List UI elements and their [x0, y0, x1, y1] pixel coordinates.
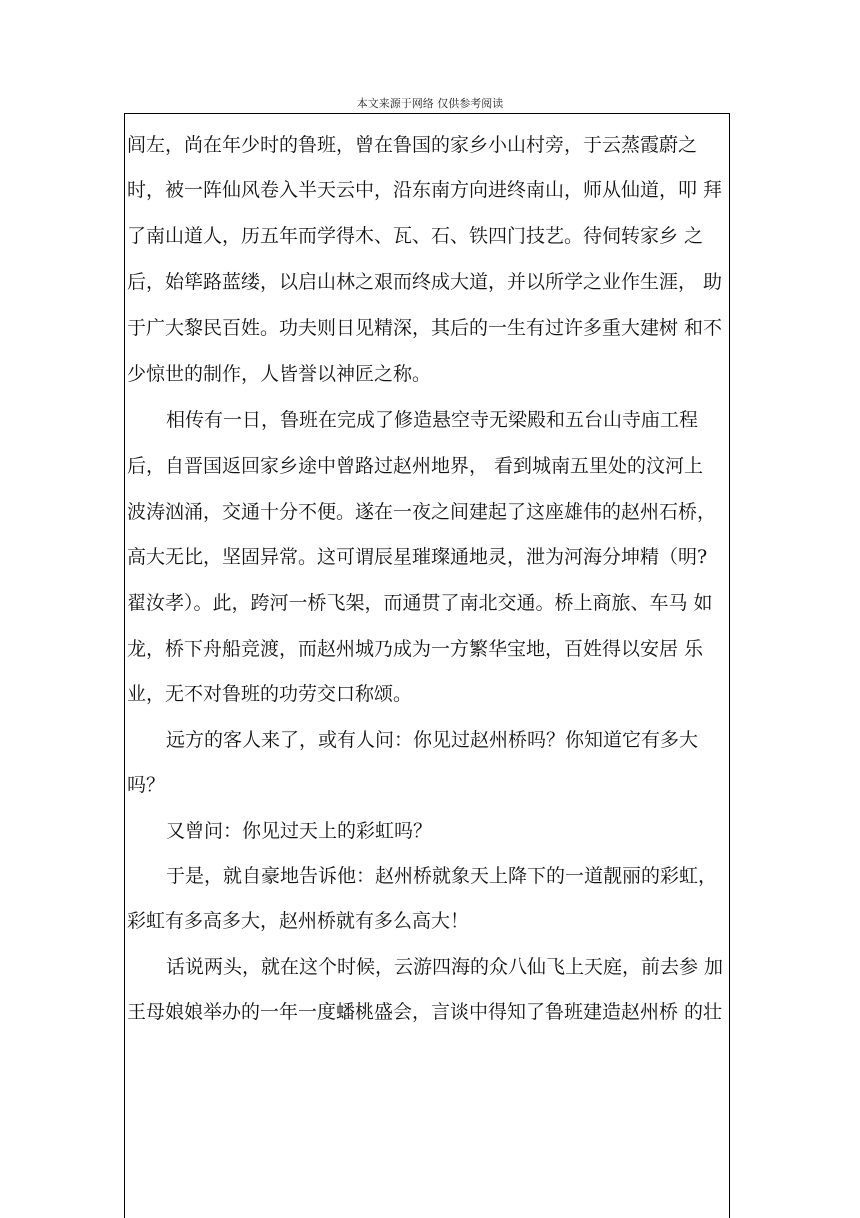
text-line: 高大无比，坚固异常。这可谓辰星璀璨通地灵，泄为河海分坤精（明?: [127, 546, 708, 568]
text-line: 彩虹有多高多大，赵州桥就有多么高大！: [127, 910, 470, 932]
text-line: 后，始筚路蓝缕，以启山林之艰而终成大道，并以所学之业作生涯， 助: [127, 271, 723, 293]
text-line: 远方的客人来了，或有人问：你见过赵州桥吗？你知道它有多大: [166, 729, 699, 751]
text-line: 时，被一阵仙风卷入半天云中，沿东南方向进终南山，师从仙道，叩 拜: [127, 179, 723, 201]
text-line: 吗？: [127, 774, 166, 796]
text-line: 于广大黎民百姓。功夫则日见精深，其后的一生有过许多重大建树 和不: [127, 317, 723, 339]
text-line: 龙，桥下舟船竞渡，而赵州城乃成为一方繁华宝地，百姓得以安居 乐: [127, 638, 704, 660]
text-line: 少惊世的制作，人皆誉以神匠之称。: [127, 363, 432, 385]
text-line: 闾左，尚在年少时的鲁班，曾在鲁国的家乡小山村旁，于云蒸霞蔚之: [127, 134, 698, 156]
text-line: 相传有一日，鲁班在完成了修造悬空寺无梁殿和五台山寺庙工程: [166, 409, 699, 431]
text-line: 业，无不对鲁班的功劳交口称颂。: [127, 683, 413, 705]
text-line: 后，自晋国返回家乡途中曾路过赵州地界， 看到城南五里处的汶河上: [127, 455, 704, 477]
text-line: 波涛汹涌，交通十分不便。遂在一夜之间建起了这座雄伟的赵州石桥，: [127, 501, 717, 523]
text-line: 又曾问：你见过天上的彩虹吗？: [166, 820, 433, 842]
text-line: 王母娘娘举办的一年一度蟠桃盛会，言谈中得知了鲁班建造赵州桥 的壮: [127, 1001, 723, 1023]
text-line: 了南山道人，历五年而学得木、瓦、石、铁四门技艺。待伺转家乡 之: [127, 225, 704, 247]
page-header: 本文来源于网络 仅供参考阅读: [356, 97, 504, 110]
text-line: 于是，就自豪地告诉他：赵州桥就象天上降下的一道靓丽的彩虹，: [166, 865, 718, 887]
text-line: 翟汝孝）。此，跨河一桥飞架，而通贯了南北交通。桥上商旅、车马 如: [127, 592, 713, 614]
text-line: 话说两头，就在这个时候，云游四海的众八仙飞上天庭，前去参 加: [166, 956, 724, 978]
